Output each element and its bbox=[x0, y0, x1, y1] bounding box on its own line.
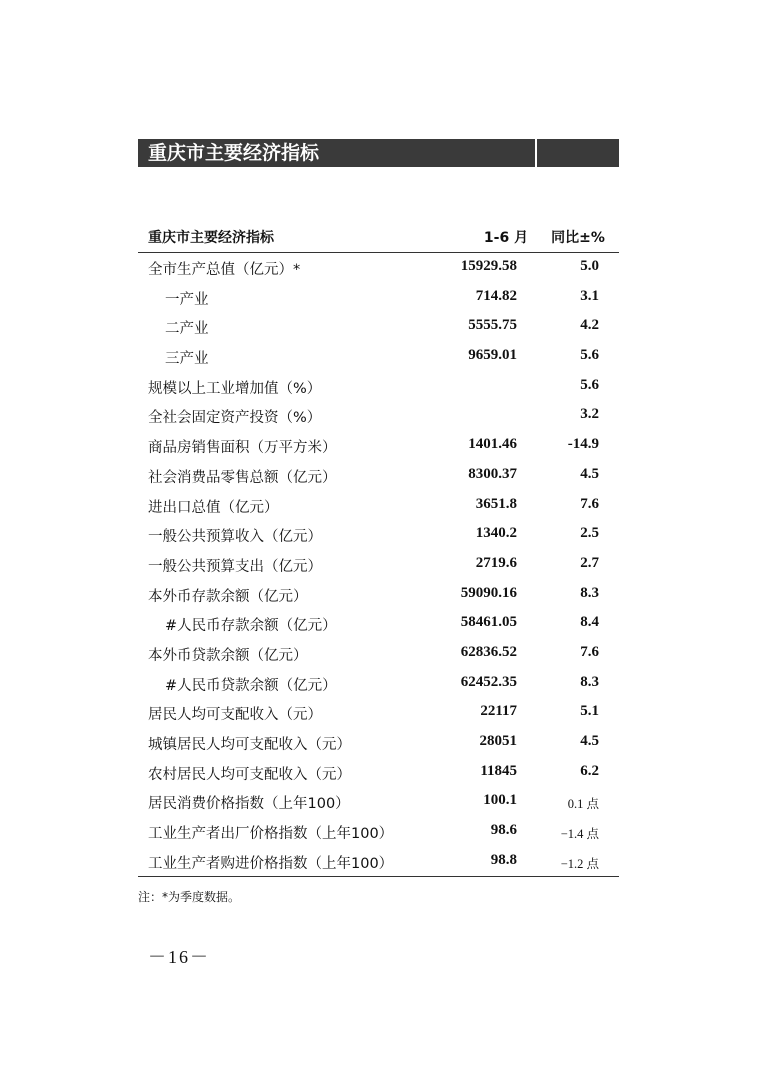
indicator-yoy: 4.5 bbox=[580, 733, 599, 749]
indicator-value: 5555.75 bbox=[468, 317, 517, 334]
header-indicator: 重庆市主要经济指标 bbox=[148, 230, 274, 246]
indicator-name: 全社会固定资产投资（%） bbox=[148, 410, 322, 427]
indicator-name: 三产业 bbox=[165, 351, 209, 368]
indicator-name: 农村居民人均可支配收入（元） bbox=[148, 766, 351, 783]
indicator-yoy: 3.2 bbox=[580, 406, 599, 423]
indicator-value: 28051 bbox=[479, 733, 517, 749]
indicator-value: 62452.35 bbox=[460, 673, 517, 690]
title-bar-divider bbox=[535, 139, 537, 167]
indicator-yoy: 5.1 bbox=[580, 703, 599, 720]
indicator-yoy: 3.1 bbox=[580, 287, 599, 304]
indicator-name: 一般公共预算支出（亿元） bbox=[148, 558, 322, 575]
indicator-name: 工业生产者购进价格指数（上年100） bbox=[148, 855, 394, 872]
indicator-yoy: 2.7 bbox=[580, 554, 599, 571]
indicator-yoy: 5.6 bbox=[580, 347, 599, 364]
indicator-value: 1401.46 bbox=[468, 436, 517, 453]
table-row bbox=[138, 609, 619, 639]
indicator-yoy: 8.4 bbox=[580, 614, 599, 631]
indicator-yoy: 8.3 bbox=[580, 584, 599, 601]
indicator-name: 一般公共预算收入（亿元） bbox=[148, 529, 322, 546]
table-row bbox=[138, 698, 619, 728]
indicator-name: 本外币存款余额（亿元） bbox=[148, 588, 308, 605]
indicator-value: 8300.37 bbox=[468, 465, 517, 482]
indicator-name: 居民消费价格指数（上年100） bbox=[148, 796, 350, 813]
indicator-yoy: 2.5 bbox=[580, 525, 599, 542]
table-row bbox=[138, 342, 619, 372]
indicator-name: #人民币贷款余额（亿元） bbox=[165, 677, 337, 694]
table-row bbox=[138, 580, 619, 610]
table-row bbox=[138, 817, 619, 847]
indicator-yoy: 7.6 bbox=[580, 495, 599, 512]
indicator-value: 714.82 bbox=[475, 287, 517, 304]
header-yoy: 同比±% bbox=[551, 230, 605, 246]
page-number: －16－ bbox=[148, 947, 210, 967]
indicator-name: 全市生产总值（亿元）* bbox=[148, 262, 301, 278]
indicator-value: 1340.2 bbox=[475, 525, 517, 542]
indicator-value: 11845 bbox=[480, 762, 517, 779]
table-row bbox=[138, 283, 619, 313]
indicator-yoy: 5.6 bbox=[580, 376, 599, 393]
section-title: 重庆市主要经济指标 bbox=[148, 142, 320, 164]
indicator-name: #人民币存款余额（亿元） bbox=[165, 618, 337, 635]
table-row bbox=[138, 758, 619, 788]
indicator-yoy: −1.2 点 bbox=[560, 856, 599, 871]
indicator-value: 58461.05 bbox=[460, 614, 517, 631]
indicator-value: 98.6 bbox=[490, 822, 517, 839]
indicator-name: 进出口总值（亿元） bbox=[148, 499, 279, 516]
table-header bbox=[138, 223, 619, 251]
indicator-value: 98.8 bbox=[490, 851, 517, 868]
indicator-value: 2719.6 bbox=[475, 554, 517, 571]
indicator-value: 15929.58 bbox=[460, 258, 517, 274]
table-row bbox=[138, 520, 619, 550]
table-row bbox=[138, 728, 619, 758]
indicator-yoy: 4.2 bbox=[580, 317, 599, 334]
indicator-name: 本外币贷款余额（亿元） bbox=[148, 647, 308, 664]
indicator-yoy: 6.2 bbox=[580, 762, 599, 779]
table-row bbox=[138, 491, 619, 521]
indicator-yoy: 7.6 bbox=[580, 643, 599, 660]
indicator-name: 二产业 bbox=[165, 321, 209, 338]
table-bottom-rule bbox=[138, 876, 619, 877]
indicator-table bbox=[138, 253, 619, 876]
indicator-yoy: −1.4 点 bbox=[560, 827, 599, 842]
indicator-value: 100.1 bbox=[483, 792, 517, 809]
table-row bbox=[138, 253, 619, 283]
table-row bbox=[138, 312, 619, 342]
indicator-yoy: -14.9 bbox=[567, 436, 599, 453]
indicator-value: 9659.01 bbox=[468, 347, 517, 364]
table-row bbox=[138, 550, 619, 580]
indicator-name: 城镇居民人均可支配收入（元） bbox=[148, 737, 351, 753]
table-row bbox=[138, 787, 619, 817]
indicator-value: 3651.8 bbox=[475, 495, 517, 512]
header-period: 1-6 月 bbox=[483, 230, 529, 246]
footnote: 注：*为季度数据。 bbox=[138, 890, 241, 904]
indicator-name: 居民人均可支配收入（元） bbox=[148, 707, 322, 724]
section-title-bar bbox=[138, 139, 619, 167]
indicator-name: 社会消费品零售总额（亿元） bbox=[148, 469, 337, 486]
indicator-value: 59090.16 bbox=[460, 584, 517, 601]
indicator-yoy: 5.0 bbox=[580, 258, 599, 274]
table-row bbox=[138, 639, 619, 669]
table-row bbox=[138, 372, 619, 402]
table-row bbox=[138, 401, 619, 431]
indicator-yoy: 4.5 bbox=[580, 465, 599, 482]
table-row bbox=[138, 847, 619, 877]
indicator-value: 62836.52 bbox=[460, 643, 517, 660]
indicator-value: 22117 bbox=[480, 703, 517, 720]
table-row bbox=[138, 461, 619, 491]
indicator-name: 一产业 bbox=[165, 291, 209, 308]
indicator-name: 规模以上工业增加值（%） bbox=[148, 380, 322, 397]
table-row bbox=[138, 431, 619, 461]
indicator-name: 商品房销售面积（万平方米） bbox=[148, 440, 337, 457]
indicator-yoy: 0.1 点 bbox=[567, 797, 599, 812]
indicator-yoy: 8.3 bbox=[580, 673, 599, 690]
indicator-name: 工业生产者出厂价格指数（上年100） bbox=[148, 826, 394, 843]
table-row bbox=[138, 669, 619, 699]
